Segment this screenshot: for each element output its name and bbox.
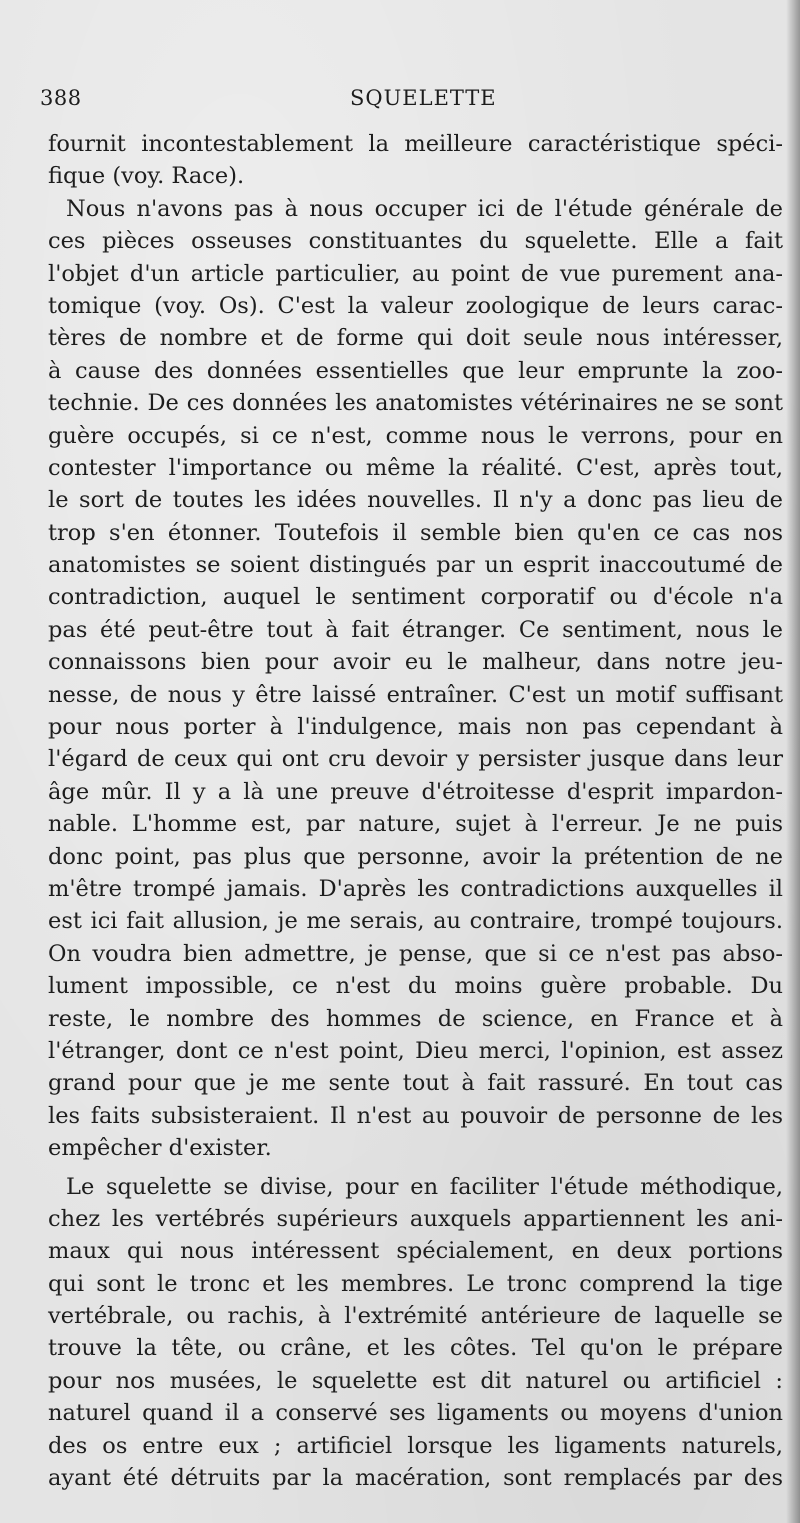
text-line: m'être trompé jamais. D'après les contradictions auxquelles il (48, 875, 783, 902)
text-line: contradiction, auquel le sentiment corporatif ou d'école n'a (48, 584, 783, 611)
text-line: Le squelette se divise, pour en faciliter l'étude méthodique, (66, 1173, 783, 1200)
running-head (40, 86, 780, 116)
text-line: maux qui nous intéressent spécialement, en deux portions (48, 1238, 783, 1265)
text-line: chez les vertébrés supérieurs auxquels appartiennent les ani- (48, 1205, 783, 1232)
text-line: pour nos musées, le squelette est dit naturel ou artificiel : (48, 1367, 783, 1394)
text-line: vertébrale, ou rachis, à l'extrémité antérieure de laquelle se (48, 1303, 783, 1330)
text-line: des os entre eux ; artificiel lorsque les ligaments naturels, (48, 1432, 783, 1459)
paragraph-3 (48, 1171, 783, 1495)
text-line: ces pièces osseuses constituantes du squelette. Elle a fait (48, 228, 783, 255)
text-line: âge mûr. Il y a là une preuve d'étroitesse d'esprit impardon- (48, 778, 783, 805)
body-text (48, 128, 783, 1494)
text-line: reste, le nombre des hommes de science, en France et à (48, 1005, 783, 1032)
text-line: le sort de toutes les idées nouvelles. Il n'y a donc pas lieu de (48, 487, 783, 514)
page-edge-shadow (786, 0, 800, 1523)
text-line: qui sont le tronc et les membres. Le tronc comprend la tige (48, 1270, 783, 1297)
text-line: Nous n'avons pas à nous occuper ici de l'étude générale de (66, 195, 783, 222)
running-title: SQUELETTE (350, 86, 497, 110)
text-line: anatomistes se soient distingués par un esprit inaccoutumé de (48, 552, 783, 579)
text-line: naturel quand il a conservé ses ligaments ou moyens d'union (48, 1400, 783, 1427)
text-line: fournit incontestablement la meilleure caractéristique spéci- (48, 131, 783, 157)
text-line: ayant été détruits par la macération, sont remplacés par des (48, 1465, 783, 1492)
text-line: trouve la tête, ou crâne, et les côtes. Tel qu'on le prépare (48, 1335, 783, 1362)
text-line: empêcher d'exister. (48, 1135, 272, 1162)
text-line: connaissons bien pour avoir eu le malheur, dans notre jeu- (48, 649, 783, 676)
page-number: 388 (40, 86, 82, 110)
text-line: fique (voy. Race). (48, 163, 245, 190)
paragraph-2 (48, 193, 783, 1165)
text-line: à cause des données essentielles que leur emprunte la zoo- (48, 357, 783, 384)
text-line: donc point, pas plus que personne, avoir la prétention de ne (48, 843, 783, 870)
text-line: contester l'importance ou même la réalité. C'est, après tout, (48, 454, 783, 481)
text-line: tères de nombre et de forme qui doit seule nous intéresser, (48, 325, 783, 352)
text-line: lument impossible, ce n'est du moins guère probable. Du (48, 973, 783, 1000)
text-line: nable. L'homme est, par nature, sujet à l'erreur. Je ne puis (48, 811, 783, 838)
text-line: tomique (voy. Os). C'est la valeur zoologique de leurs carac- (48, 292, 783, 319)
text-line: l'étranger, dont ce n'est point, Dieu merci, l'opinion, est assez (48, 1037, 783, 1064)
text-line: les faits subsisteraient. Il n'est au pouvoir de personne de les (48, 1102, 783, 1129)
text-line: nesse, de nous y être laissé entraîner. C'est un motif suffisant (48, 681, 783, 708)
text-line: l'égard de ceux qui ont cru devoir y persister jusque dans leur (48, 746, 783, 773)
text-line: pas été peut-être tout à fait étranger. Ce sentiment, nous le (48, 616, 783, 643)
text-line: grand pour que je me sente tout à fait rassuré. En tout cas (48, 1070, 783, 1097)
text-line: guère occupés, si ce n'est, comme nous le verrons, pour en (48, 422, 783, 449)
text-line: est ici fait allusion, je me serais, au contraire, trompé toujours. (48, 908, 783, 935)
text-line: l'objet d'un article particulier, au point de vue purement ana- (48, 260, 783, 287)
paragraph-1 (48, 128, 783, 193)
text-line: technie. De ces données les anatomistes vétérinaires ne se sont (48, 390, 783, 417)
text-line: trop s'en étonner. Toutefois il semble bien qu'en ce cas nos (48, 519, 783, 546)
text-line: On voudra bien admettre, je pense, que si ce n'est pas abso- (48, 940, 783, 967)
text-line: pour nous porter à l'indulgence, mais non pas cependant à (48, 714, 783, 741)
